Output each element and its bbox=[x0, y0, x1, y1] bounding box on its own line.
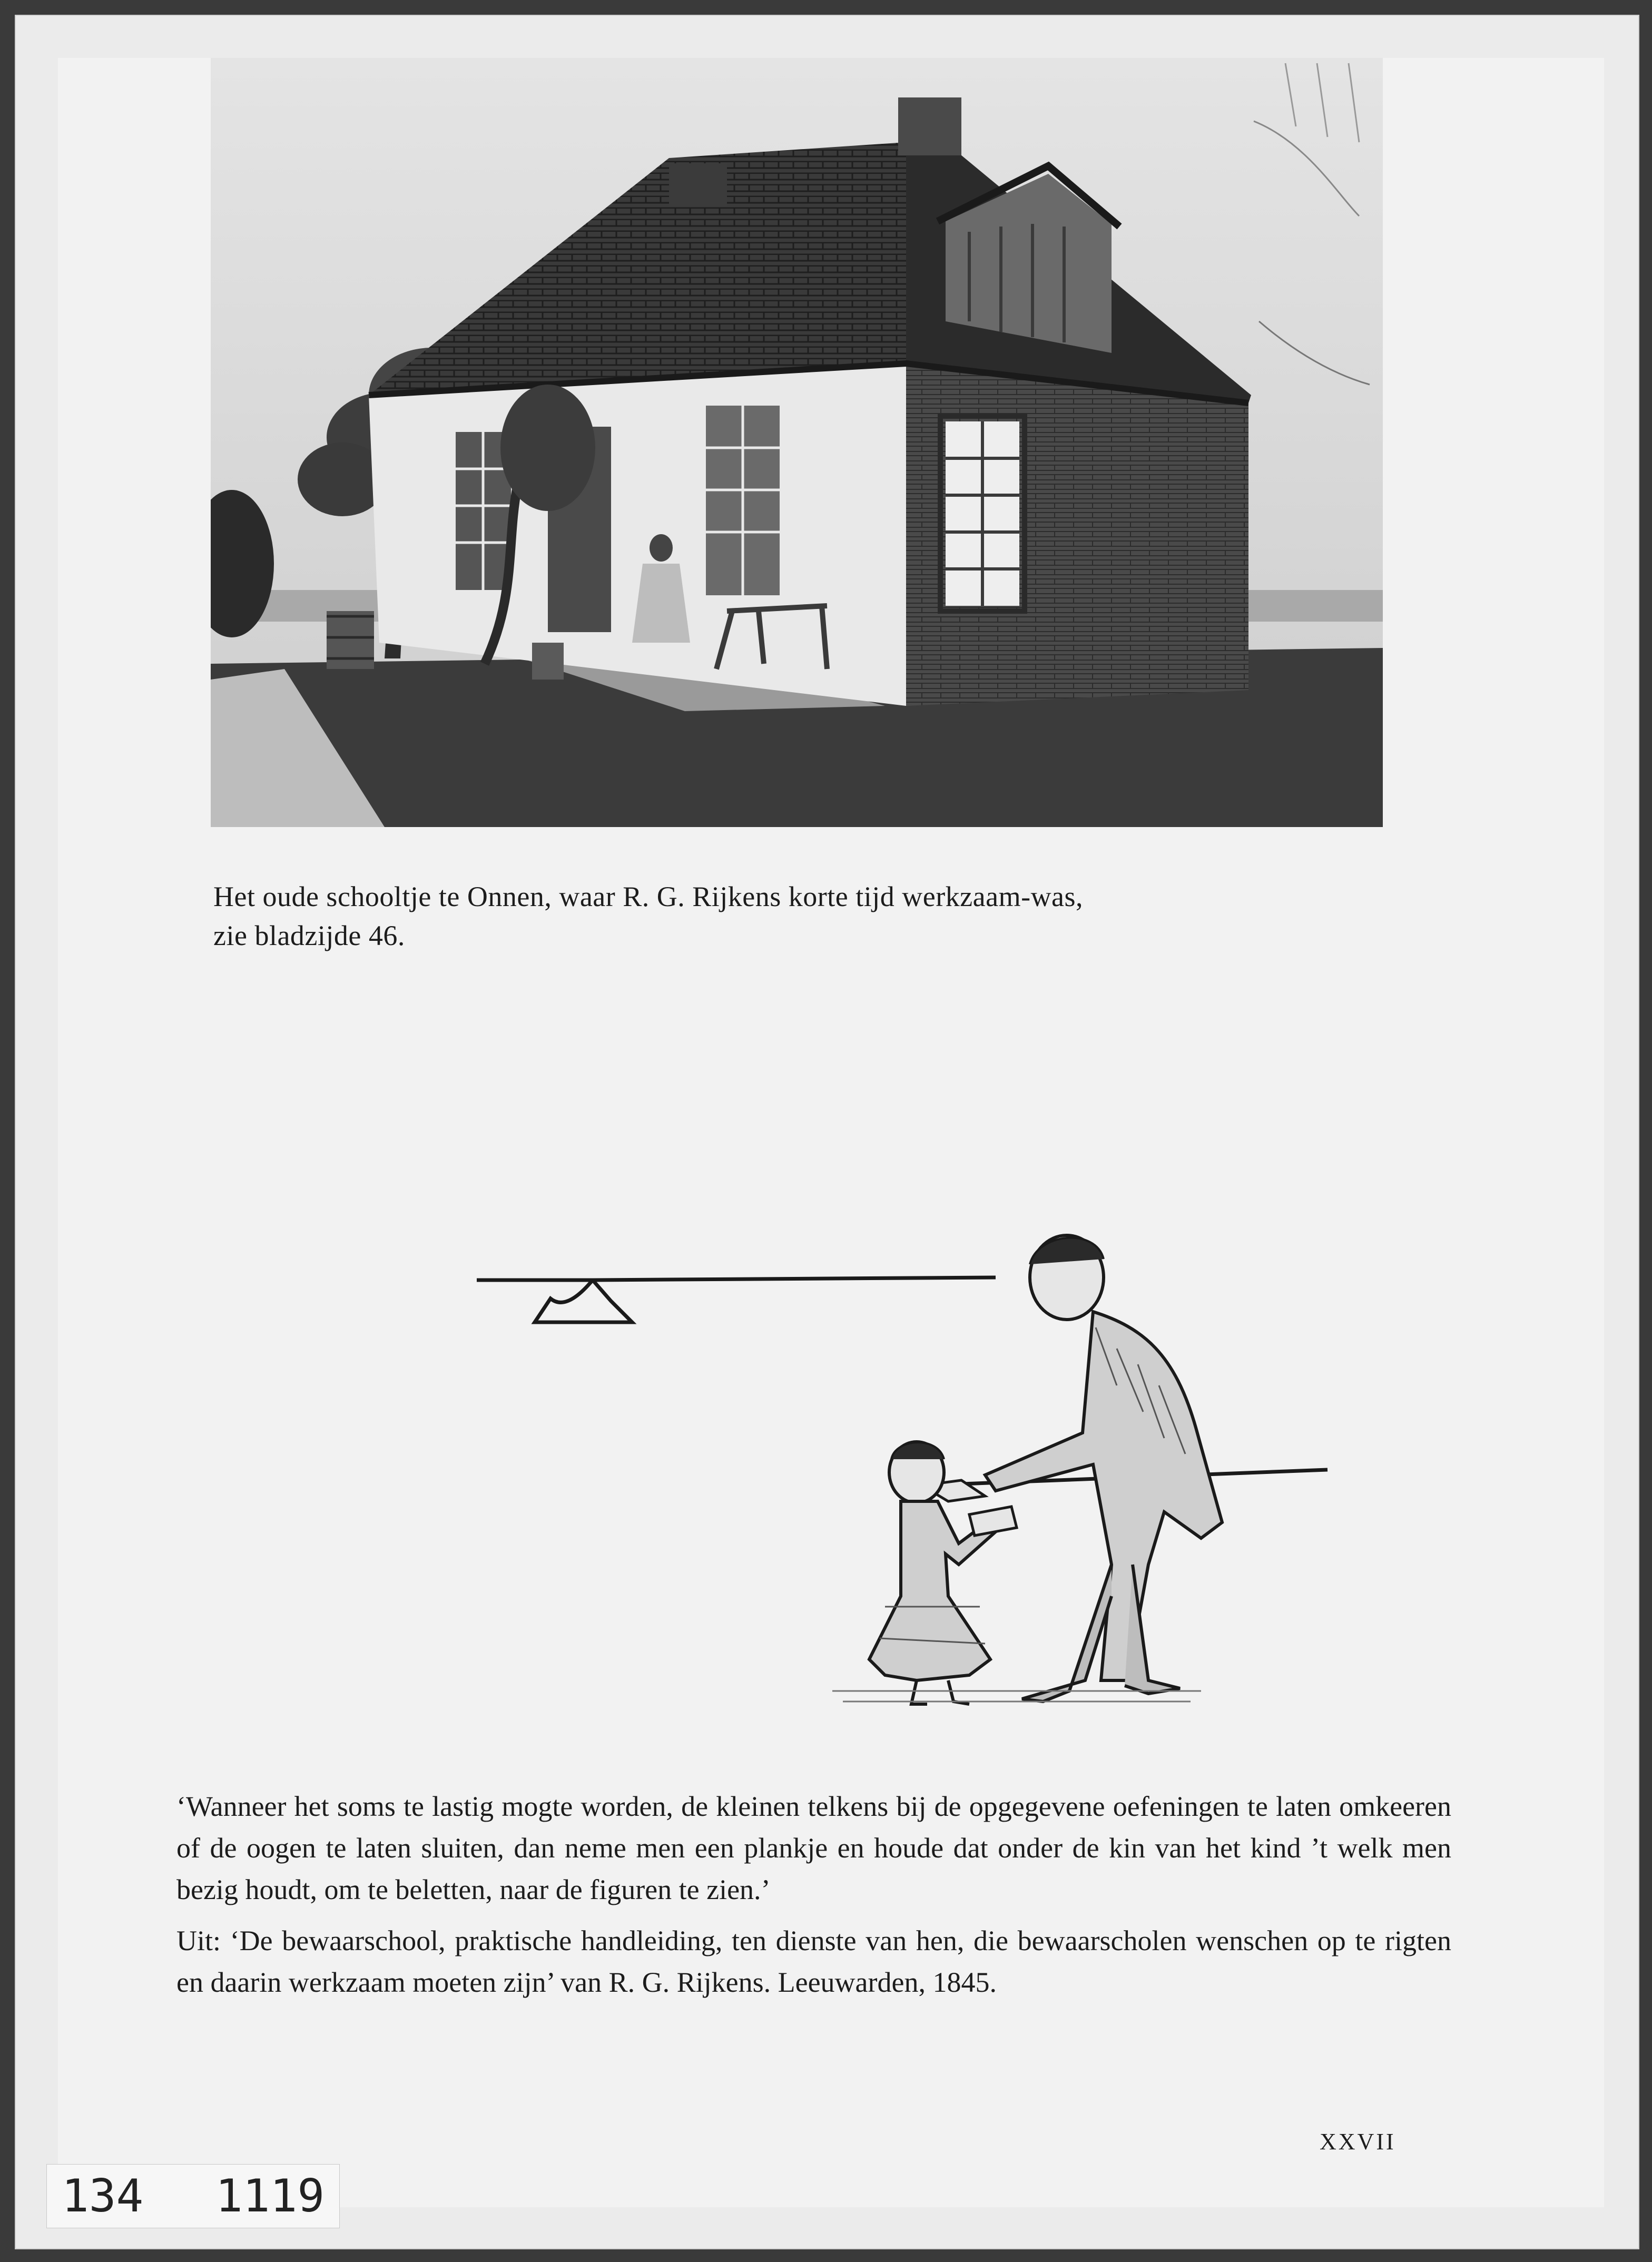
caption-line-2: zie bladzijde 46. bbox=[213, 920, 405, 951]
engraving-drawing bbox=[464, 1227, 1359, 1733]
archive-label bbox=[46, 2164, 340, 2228]
schoolhouse-photo bbox=[211, 58, 1383, 827]
archive-label-left: 134 bbox=[62, 2170, 144, 2222]
quote-block bbox=[176, 1786, 1451, 2013]
source-paragraph: Uit: ‘De bewaarschool, praktische handleiding, ten dienste van hen, die bewaarscholen wenschen op te rigten en daarin werkzaam moeten zijn’ van R. G. Rijkens. Leeuwarden, 1845. bbox=[176, 1925, 1451, 1998]
photo-caption bbox=[213, 877, 1372, 955]
schoolhouse-drawing bbox=[211, 58, 1383, 827]
teacher-child-engraving bbox=[464, 1227, 1359, 1733]
quote-paragraph: ‘Wanneer het soms te lastig mogte worden, de kleinen telkens bij de opgegevene oefeningen te laten omkeeren of de oogen te laten sluiten, dan neme men een plankje en houde dat onder de kin van het kind ’t welk men bezig houdt, om te beletten, naar de figuren te zien.’ bbox=[176, 1791, 1451, 1905]
page-number: XXVII bbox=[1320, 2129, 1396, 2155]
caption-line-1: Het oude schooltje te Onnen, waar R. G. Rijkens korte tijd werkzaam-was, bbox=[213, 881, 1084, 912]
archive-label-right: 1119 bbox=[215, 2170, 325, 2222]
